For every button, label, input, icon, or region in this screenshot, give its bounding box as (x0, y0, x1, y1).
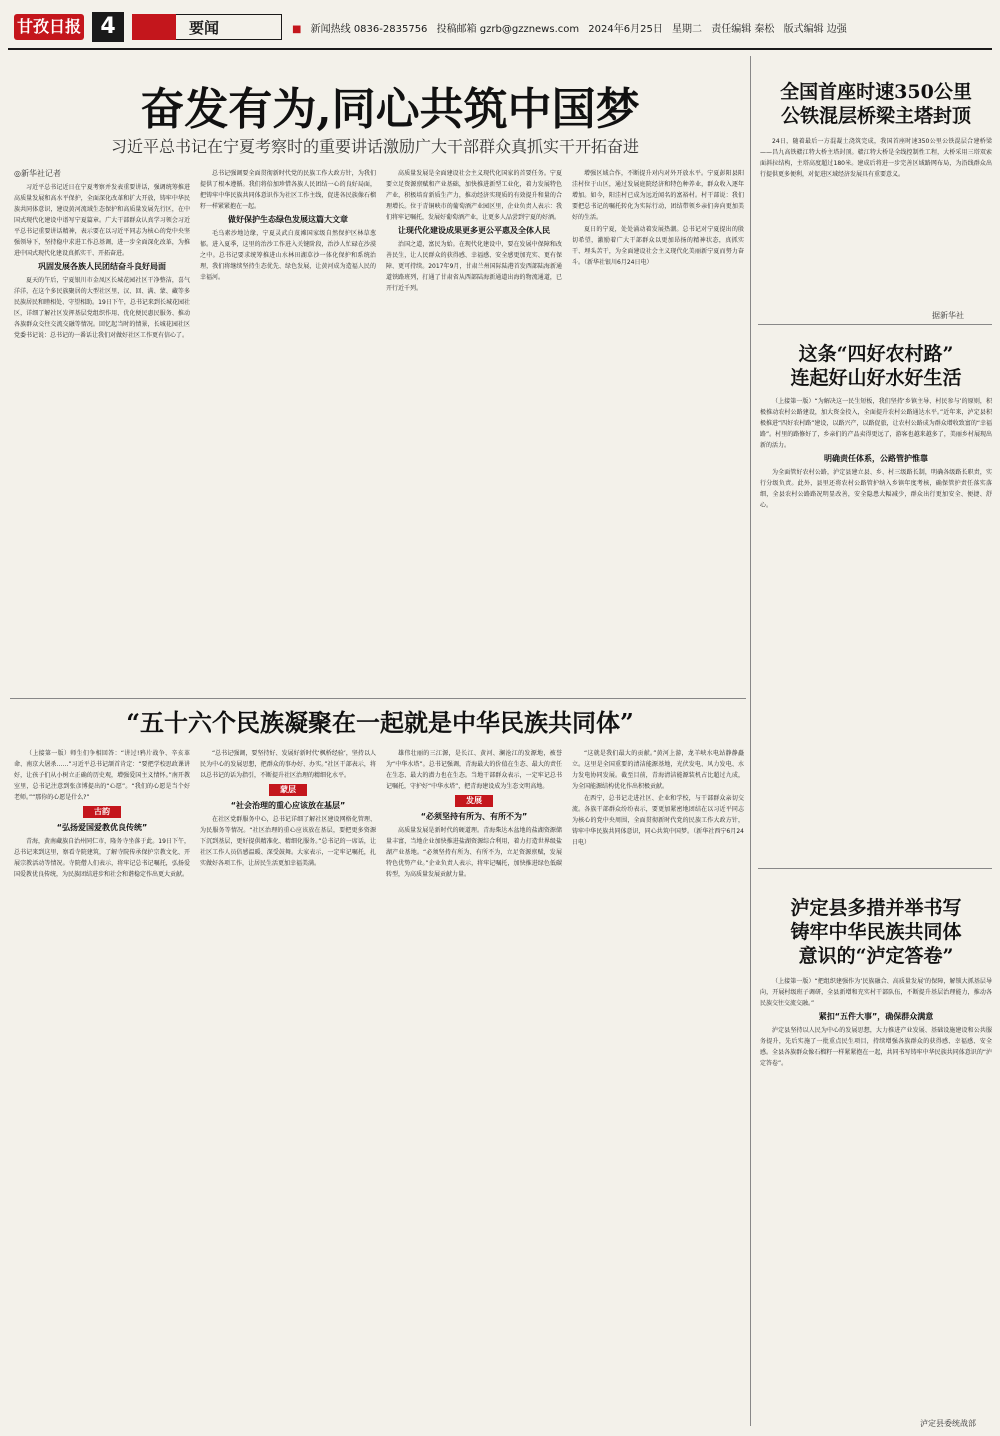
lead-subtitle-1: 巩固发展各族人民团结奋斗良好局面 (38, 262, 166, 271)
side-paragraph: 24日，随着最后一方混凝土浇筑完成，我国首座时速350公里公铁混层合建桥梁——昌九高铁赣江特大桥主塔封顶。赣江特大桥是全线控制性工程，大桥采用三塔双索面斜拉结构，主塔高度超过180米。建成后将进一步完善区域路网布局，为沿线群众出行提供更多便利，对促进区域经济发展具有重要意义。 (760, 138, 992, 178)
feature-paragraph: 雄伟壮丽的三江源，是长江、黄河、澜沧江的发源地，被誉为“中华水塔”。总书记强调，青海最大的价值在生态、最大的责任在生态、最大的潜力也在生态。当地干部群众表示，一定牢记总书记嘱托，守护好“中华水塔”，把青海建设成为生态文明高地。 (386, 750, 562, 790)
side-story-1-title (758, 80, 994, 128)
lead-column-1 (14, 182, 190, 692)
feature-subtitle-3: “必须坚持有所为、有所不为” (420, 812, 528, 821)
side-story-1-credit: 据新华社 (932, 311, 964, 320)
masthead (8, 8, 992, 50)
feature-headline: “五十六个民族凝聚在一起就是中华民族共同体” (126, 708, 634, 737)
lead-paragraph: 夏天的午后，宁夏银川市金凤区长城花园社区干净整洁，喜气洋洋，在这个多民族聚居的大型社区里，汉、回、满、蒙、藏等多民族居民和睦相处、守望相助。19日下午，总书记来到长城花园社区，详细了解社区发挥基层党组织作用、优化便民惠民服务、推动各族群众交往交流交融等情况。回忆起当时的情景，长城花园社区党委书记说：总书记的一番话让我们对做好社区工作更有信心了。 (14, 277, 190, 339)
layout-editor: 版式编辑 边强 (783, 24, 847, 35)
feature-tag-1: 古韵 (83, 806, 121, 818)
column-divider (750, 56, 751, 1426)
title-line: 公铁混层桥梁主塔封顶 (780, 105, 971, 127)
side-story-3-credit: 泸定县委统战部 (920, 1419, 976, 1428)
side-paragraph: （上接第一版）“为解决这一民生短板，我们坚持‘乡镇主导、村民参与’的原则，积极推动农村公路建设，加大资金投入，全面提升农村公路通达水平。”近年来，泸定县积极推进“四好农村路”建设，以路兴产，以路促旅，让农村公路成为群众增收致富的“幸福路”。村里的路修好了，乡亲们的产品卖得更远了，游客也越来越多了，美丽乡村展现出新的活力。 (760, 398, 992, 449)
title-line: 铸牢中华民族共同体 (790, 921, 962, 943)
side-story-2-subhead: 明确责任体系，公路管护惟靠 (824, 454, 928, 463)
editor: 责任编辑 秦松 (711, 24, 775, 35)
side-story-3-body (760, 976, 992, 1416)
weekday: 星期二 (672, 24, 703, 35)
section-label (132, 14, 282, 40)
side-paragraph: 为全面管好农村公路，泸定县建立县、乡、村三级路长制，明确各级路长职责，实行分级负责。此外，县里还将农村公路管护纳入乡镇年度考核，确保管护责任落实落细，全县农村公路路况明显改善，安全隐患大幅减少，群众出行更加安全、便捷、舒心。 (760, 469, 992, 509)
lead-column-2 (200, 168, 376, 692)
lead-column-3 (386, 168, 562, 692)
email: 投稿邮箱 gzrb@gzznews.com (436, 24, 580, 35)
feature-column-4 (572, 748, 744, 1428)
feature-column-2 (200, 748, 376, 1428)
side-story-2-body (760, 396, 992, 856)
lead-subtitle-3: 让现代化建设成果更多更公平惠及全体人民 (398, 226, 550, 235)
feature-subtitle-2: “社会治理的重心应该放在基层” (230, 801, 346, 810)
section-name: 要闻 (189, 19, 220, 37)
feature-paragraph: 青海，黄南藏族自治州同仁市，隆务寺坐落于此。19日下午，总书记来到这里，察看寺院建筑，了解寺院传承保护宗教文化、开展宗教活动等情况。寺院僧人们表示，将牢记总书记嘱托，弘扬爱国爱教优良传统，为民族团结进步和社会和谐稳定作出更大贡献。 (14, 838, 190, 878)
feature-tag-3: 发展 (455, 795, 493, 807)
lead-subheadline: 习近平总书记在宁夏考察时的重要讲话激励广大干部群众真抓实干开拓奋进 (110, 137, 639, 156)
lead-paragraph: 治国之道，富民为始。在现代化建设中，要在发展中保障和改善民生，让人民群众的获得感、幸福感、安全感更加充实、更有保障、更可持续。2017年9月，甘肃兰州国际陆港首发西部陆海新通道铁路班列，打通了甘肃省从西部陆海新通道出海的物流通道，已开行近千列。 (386, 241, 562, 292)
lead-byline: ◎新华社记者 (14, 169, 61, 178)
feature-tag-2: 蒙层 (269, 784, 307, 796)
issue-date: 2024年6月25日 (588, 24, 663, 35)
feature-paragraph: “这就是我们最大的贡献。”黄河上游，龙羊峡水电站静静矗立。这里是全国重要的清洁能源基地，光伏发电、风力发电、水力发电协同发展。截至目前，青海清洁能源装机占比超过九成，为全国能源结构优化作出积极贡献。 (572, 750, 744, 790)
side-paragraph: 泸定县坚持以人民为中心的发展思想，大力推进产业发展、基础设施建设和公共服务提升，先后实施了一批重点民生项目，持续增强各族群众的获得感、幸福感、安全感。全县各族群众像石榴籽一样紧紧抱在一起，共同书写铸牢中华民族共同体意识的“泸定答卷”。 (760, 1027, 992, 1067)
feature-column-3 (386, 748, 562, 1428)
lead-subtitle-2: 做好保护生态绿色发展这篇大文章 (228, 215, 348, 224)
side-divider (758, 324, 992, 325)
side-story-3-title (758, 896, 994, 968)
newspaper-logo: 甘孜日报 (14, 14, 84, 40)
hotline: 新闻热线 0836-2835756 (310, 24, 428, 35)
side-story-1-body (760, 136, 992, 306)
page-number: 4 (92, 12, 124, 42)
title-line: 这条“四好农村路” (798, 343, 954, 365)
masthead-info (292, 20, 853, 35)
bullet-icon: ■ (292, 24, 302, 35)
section-arrow-icon (132, 14, 176, 40)
feature-paragraph: 在社区党群服务中心，总书记详细了解社区建设网格化管理、为民服务等情况。“社区治理的重心应该放在基层，要把更多资源下沉到基层，更好提供精准化、精细化服务。”总书记的一席话，让社区工作人员倍感温暖、深受鼓舞。大家表示，一定牢记嘱托，扎实做好各项工作，让居民生活更加幸福美满。 (200, 816, 376, 867)
lead-paragraph: 高质量发展是全面建设社会主义现代化国家的首要任务。宁夏要立足资源禀赋和产业基础，加快推进新型工业化，着力发展特色产业，积极培育新质生产力，推动经济实现质的有效提升和量的合理增长。位于青铜峡市的葡萄酒产业园区里，企业负责人表示：我们将牢记嘱托，发展好葡萄酒产业，让更多人品尝到宁夏的好酒。 (386, 170, 562, 221)
lead-paragraph: 夏日的宁夏，处处涌动着发展热潮。总书记对宁夏提出的殷切希望，激励着广大干部群众以更加昂扬的精神状态，真抓实干、埋头苦干，为全面建设社会主义现代化美丽新宁夏而努力奋斗。（新华社银川6月24日电） (572, 226, 744, 266)
title-line: 意识的“泸定答卷” (798, 945, 954, 967)
side-divider (758, 868, 992, 869)
feature-paragraph: “总书记强调，要坚持好、发展好新时代‘枫桥经验’，坚持以人民为中心的发展思想，把群众的事办好、办实。”社区干部表示，将以总书记的话为指引，不断提升社区治理的精细化水平。 (200, 750, 376, 779)
lead-paragraph: 增强区域合作，不断提升对内对外开放水平。宁夏彭阳县阳洼村位于山区，通过发展庭院经济和特色种养业，群众收入逐年增加。如今，阳洼村已成为远近闻名的富裕村。村干部说：我们要把总书记的嘱托转化为实际行动，团结带领乡亲们奔向更加美好的生活。 (572, 170, 744, 221)
side-story-3-subhead: 紧扣“五件大事”，确保群众满意 (818, 1012, 934, 1021)
feature-column-1 (14, 748, 190, 1428)
section-divider (10, 698, 746, 699)
side-paragraph: （上接第一版）“把组织建强作为‘民族融合、高质量发展’的保障，解锁大抓基层导向，开展村级班子调研，全县新增和充实村干部队伍，不断提升基层治理能力，推动各民族交往交流交融。” (760, 978, 992, 1007)
feature-paragraph: 高质量发展是新时代的硬道理。青海柴达木盆地的盐湖资源储量丰富，当地企业加快推进盐湖资源综合利用，着力打造世界级盐湖产业基地。“必须坚持有所为、有所不为，立足资源禀赋，发展特色优势产业。”企业负责人表示，将牢记嘱托，加快推进绿色低碳转型，为高质量发展贡献力量。 (386, 827, 562, 878)
side-story-2-title (758, 342, 994, 390)
feature-paragraph: （上接第一版）师生们争相回答：“讲过!鸦片战争、辛亥革命、南京大屠杀……”习近平总书记颔首肯定：“要把学校思政课讲好，让孩子们从小树立正确的历史观，增强爱国主义情怀。”南开教室里，总书记注意到张彦博提出的“心愿”。“我们的心愿是当个好老师。”“那你的心愿是什么?” (14, 750, 190, 801)
title-line: 连起好山好水好生活 (790, 367, 962, 389)
lead-column-4 (572, 168, 744, 692)
title-line: 泸定县多措并举书写 (790, 897, 962, 919)
feature-subtitle-1: “弘扬爱国爱教优良传统” (56, 823, 148, 832)
title-line: 全国首座时速350公里 (780, 81, 972, 103)
lead-paragraph: 习近平总书记近日在宁夏考察并发表重要讲话，强调统筹推进高质量发展和高水平保护，全面深化改革和扩大开放，铸牢中华民族共同体意识，建设黄河流域生态保护和高质量发展先行区，在中国式现代化建设中谱写宁夏篇章。广大干部群众认真学习领会习近平总书记重要讲话精神，表示要在以习近平同志为核心的党中央坚强领导下，坚持稳中求进工作总基调，进一步全面深化改革，为推进中国式现代化建设真抓实干、开拓奋进。 (14, 184, 190, 257)
lead-paragraph: 总书记强调要全面贯彻新时代党的民族工作大政方针，为我们提供了根本遵循。我们将倍加珍惜各族人民团结一心的良好局面，把铸牢中华民族共同体意识作为社区工作主线，促进各民族像石榴籽一样紧紧抱在一起。 (200, 170, 376, 210)
feature-paragraph: 在西宁，总书记走进社区、企业和学校，与干部群众亲切交流。各族干部群众纷纷表示，要更加紧密地团结在以习近平同志为核心的党中央周围，全面贯彻新时代党的民族工作大政方针，铸牢中华民族共同体意识，同心共筑中国梦。（新华社西宁6月24日电） (572, 795, 744, 846)
lead-headline: 奋发有为,同心共筑中国梦 (140, 84, 640, 135)
lead-paragraph: 毛乌素沙地边缘，宁夏灵武白芨滩国家级自然保护区林草葱郁。进入夏季，这里的治沙工作进入关键阶段，治沙人忙碌在沙漠之中。总书记要求统筹推进山水林田湖草沙一体化保护和系统治理，我们将继续坚持生态优先、绿色发展，让黄河成为造福人民的幸福河。 (200, 230, 376, 281)
